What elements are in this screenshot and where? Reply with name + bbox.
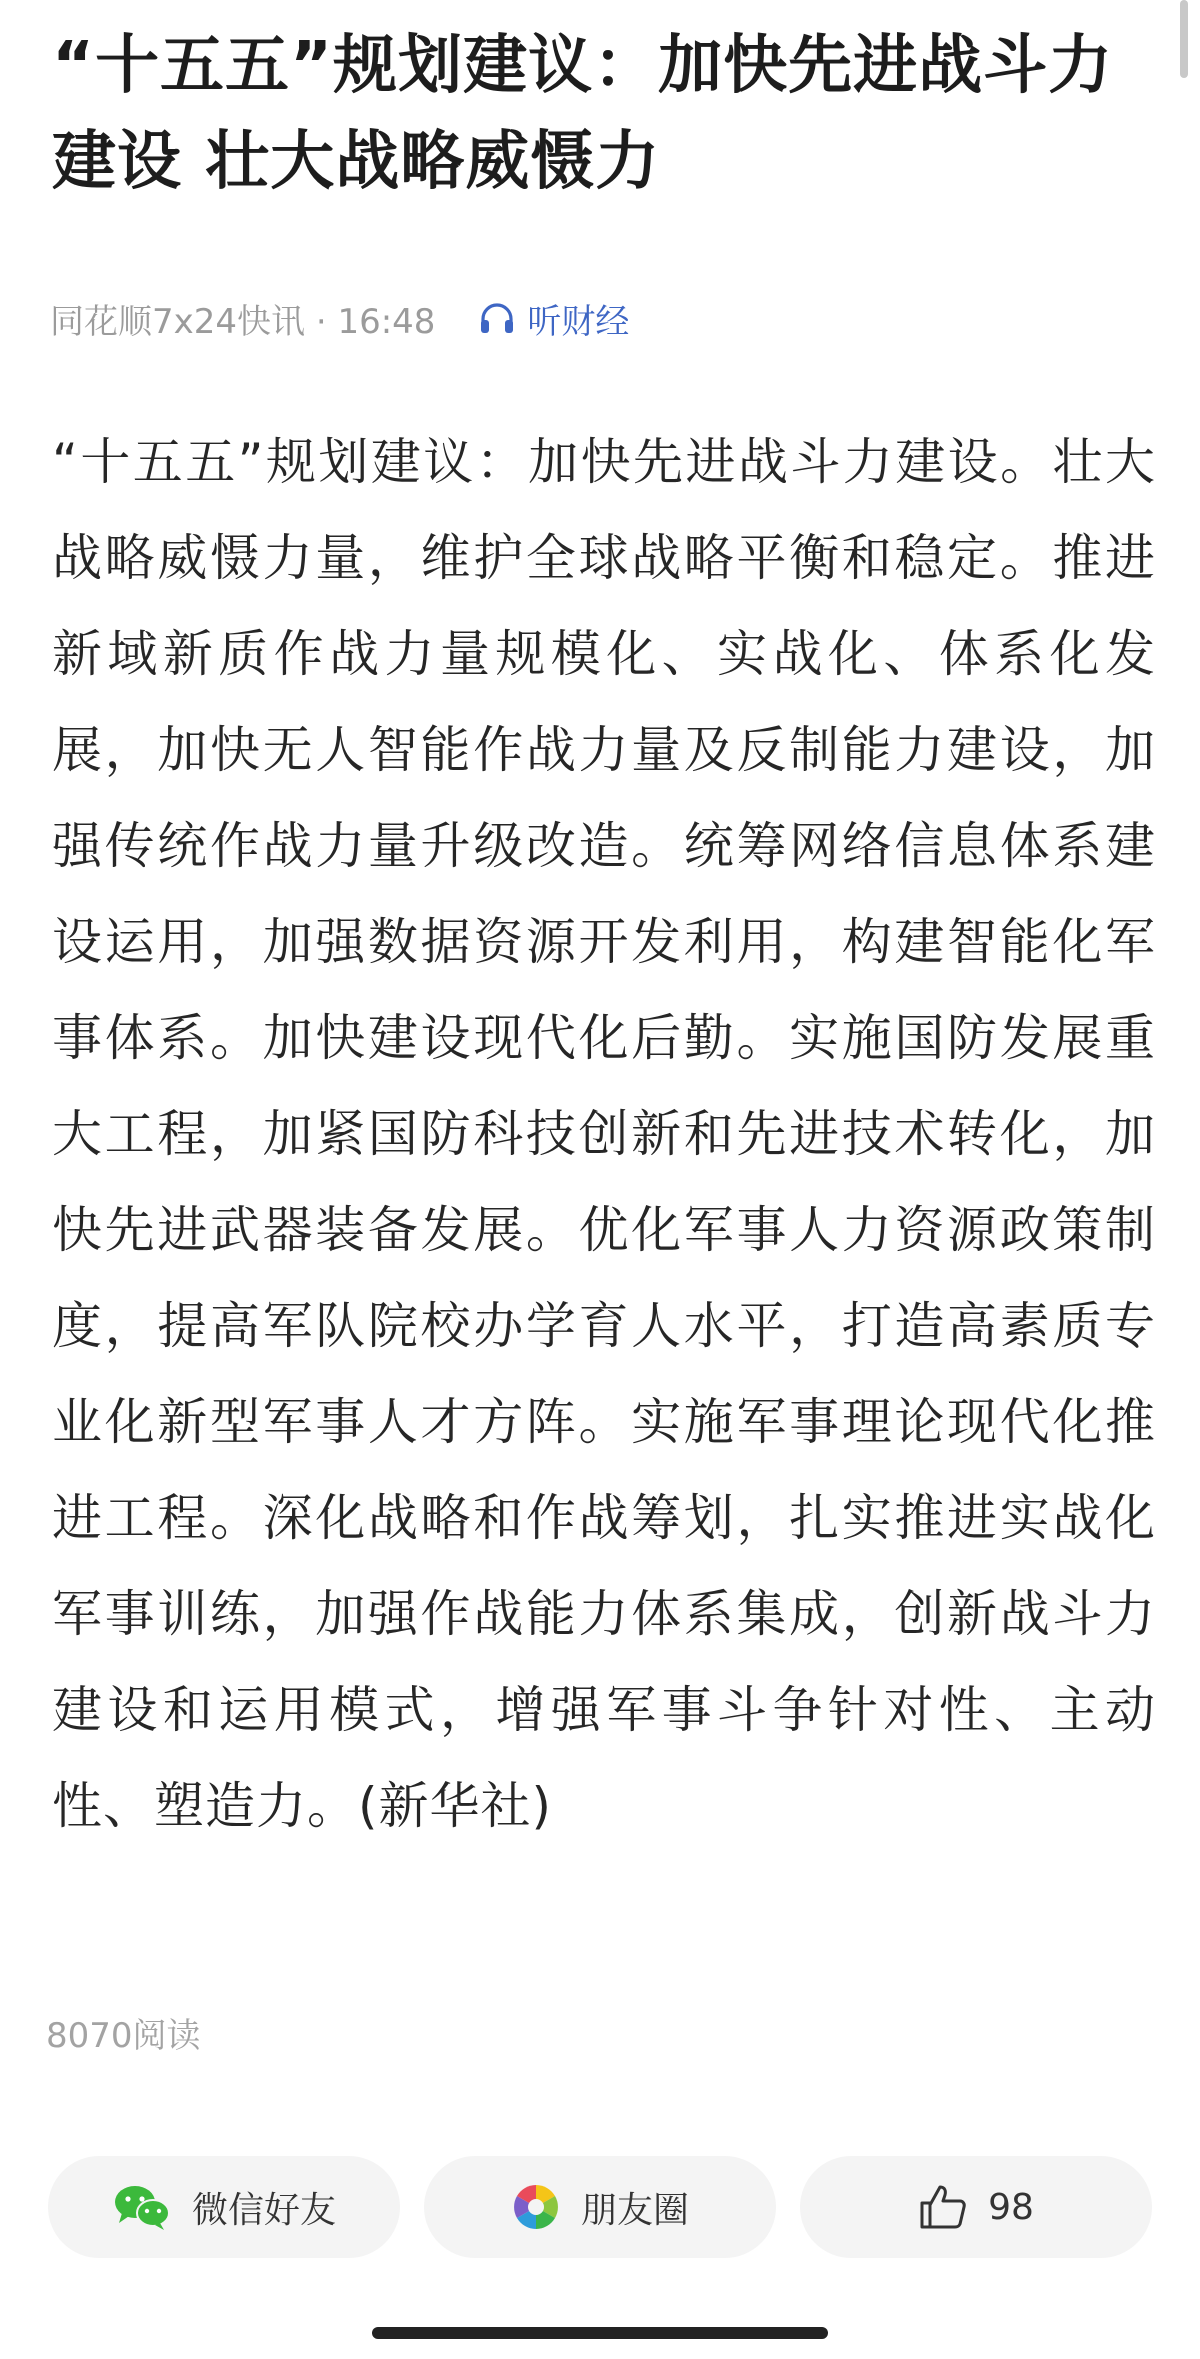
home-indicator[interactable] (372, 2327, 828, 2339)
scrollbar[interactable] (1180, 0, 1188, 78)
article-body: “十五五”规划建议：加快先进战斗力建设。壮大战略威慑力量，维护全球战略平衡和稳定。推进新域新质作战力量规模化、实战化、体系化发展，加快无人智能作战力量及反制能力建设，加强传统作战力量升级改造。统筹网络信息体系建设运用，加强数据资源开发利用，构建智能化军事体系。加快建设现代化后勤。实施国防发展重大工程，加紧国防科技创新和先进技术转化，加快先进武器装备发展。优化军事人力资源政策制度，提高军队院校办学育人水平，打造高素质专业化新型军事人才方阵。实施军事理论现代化推进工程。深化战略和作战筹划，扎实推进实战化军事训练，加强作战能力体系集成，创新战斗力建设和运用模式，增强军事斗争针对性、主动性、塑造力。(新华社) (52, 433, 1156, 1835)
like-button[interactable] (800, 2156, 1152, 2258)
listen-button[interactable] (477, 294, 629, 343)
thumbs-up-icon (918, 2183, 968, 2231)
share-moments-button[interactable] (424, 2156, 776, 2258)
like-count: 98 (988, 2186, 1034, 2228)
read-count: 8070阅读 (46, 2016, 201, 2056)
source-time: 同花顺7x24快讯 · 16:48 (50, 301, 436, 342)
share-moments-label: 朋友圈 (580, 2189, 689, 2231)
share-wechat-label: 微信好友 (191, 2189, 336, 2231)
headphones-icon (477, 298, 517, 338)
listen-label: 听财经 (527, 301, 630, 342)
article-title: “十五五”规划建议：加快先进战斗力建设 壮大战略威慑力 (52, 29, 1114, 199)
share-bar (48, 2156, 1152, 2258)
share-wechat-button[interactable] (48, 2156, 400, 2258)
wechat-icon (112, 2183, 172, 2231)
article-meta (50, 290, 629, 346)
moments-icon (511, 2182, 561, 2232)
